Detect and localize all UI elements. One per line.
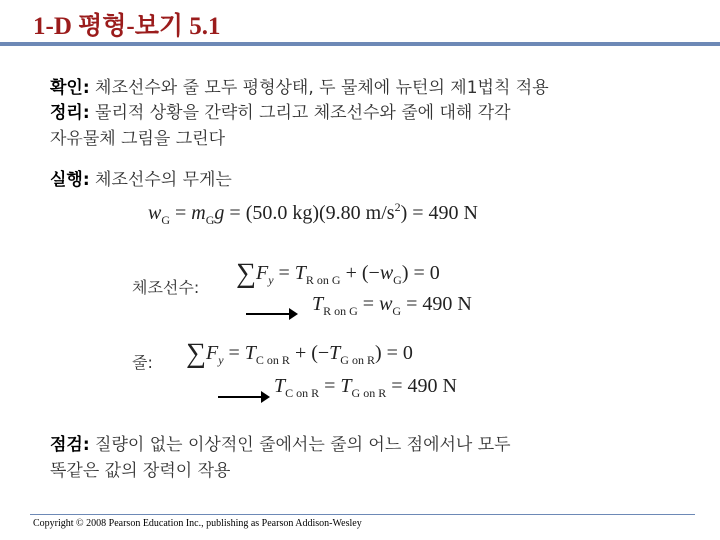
- slide-title: 1-D 평형-보기 5.1: [33, 13, 221, 40]
- weight-equation: $w_G = m_Gg = (50.0$ kg)(9.80 $m/s^2) = 490$ N: [148, 200, 478, 227]
- gymnast-label: 체조선수:: [132, 278, 200, 297]
- rope-sum-equation: $\sum F_y = T_{C on R} + (-T_{G on R}) = 0$: [186, 338, 413, 369]
- assess-heading: 점검:: [50, 435, 90, 455]
- identify-heading: 확인:: [50, 78, 90, 98]
- gymnast-arrow: [246, 313, 296, 315]
- assess-text-2: 똑같은 값의 장력이 작용: [50, 461, 231, 481]
- rope-arrow: [218, 396, 268, 398]
- execute-text: 체조선수의 무게는: [89, 170, 232, 190]
- identify-text: 체조선수와 줄 모두 평형상태, 두 물체에 뉴턴의 제1법칙 적용: [89, 78, 549, 98]
- rope-sum-result: = 0: [381, 342, 413, 364]
- weight-value: (50.0 kg)(9.80 m/s: [245, 202, 395, 224]
- weight-result: ) = 490 N: [400, 202, 478, 224]
- organize-line-2: [50, 124, 225, 149]
- gymnast-tension-equation: $T_{R on G} = w_G = 490$ N: [312, 293, 472, 318]
- organize-text-2: 자유물체 그림을 그린다: [50, 129, 226, 149]
- execute-heading: 실행:: [50, 170, 90, 190]
- footer-divider: [30, 514, 695, 515]
- rope-label: 줄:: [132, 353, 153, 372]
- execute-line: [50, 165, 232, 190]
- rope-tension-result: = 490 N: [386, 375, 457, 397]
- assess-line-2: [50, 456, 230, 481]
- title-divider: [0, 42, 720, 46]
- rope-tension-equation: $T_{C on R} = T_{G on R} = 490$ N: [274, 375, 457, 400]
- organize-line: [50, 98, 511, 123]
- assess-text: 질량이 없는 이상적인 줄에서는 줄의 어느 점에서나 모두: [89, 435, 511, 455]
- copyright-footer: Copyright © 2008 Pearson Education Inc., publishing as Pearson Addison-Wesley: [33, 518, 362, 529]
- gymnast-tension-result: = 490 N: [401, 293, 472, 315]
- check-line-1: [50, 73, 549, 98]
- gymnast-sum-equation: $\sum F_y = T_{R on G} + (-w_G) = 0$: [236, 258, 440, 289]
- organize-text: 물리적 상황을 간략히 그리고 체조선수와 줄에 대해 각각: [89, 103, 511, 123]
- gymnast-sum-result: = 0: [408, 262, 440, 284]
- assess-line: [50, 430, 511, 455]
- organize-heading: 정리:: [50, 103, 90, 123]
